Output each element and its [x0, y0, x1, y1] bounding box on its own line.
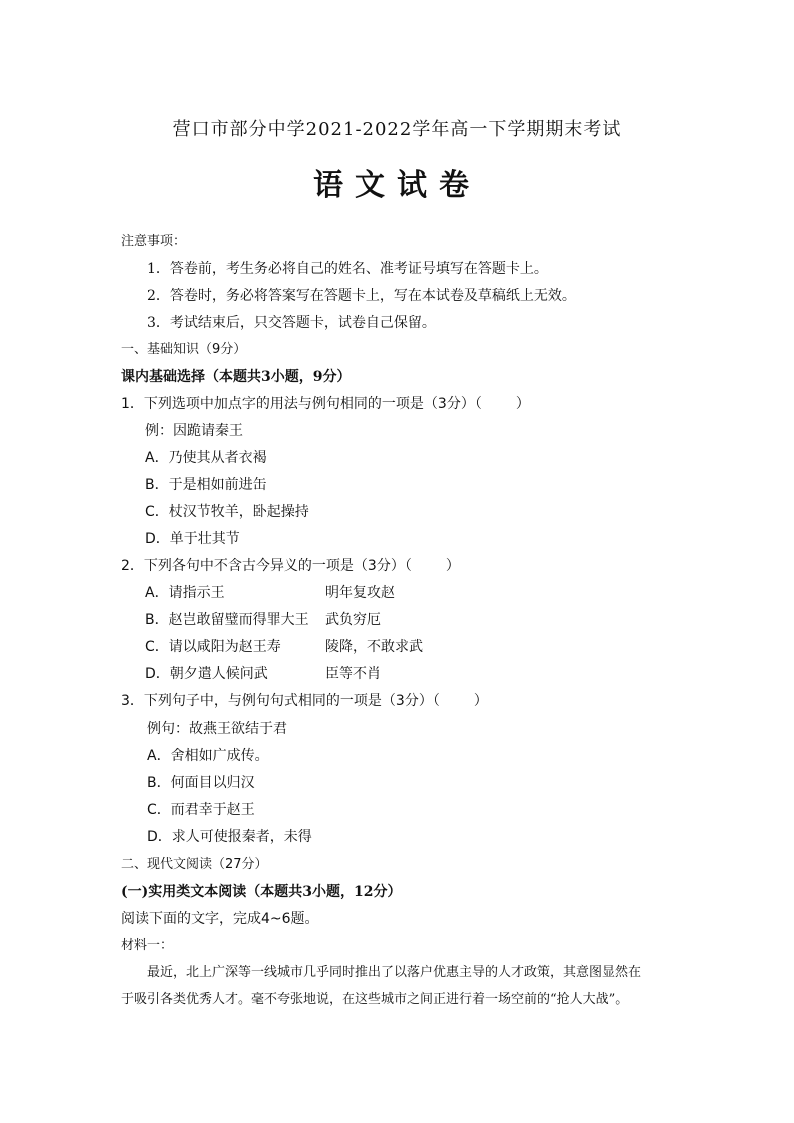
passage-line-1: 最近，北上广深等一线城市几乎同时推出了以落户优惠主导的人才政策，其意图显然在: [147, 965, 642, 980]
answer-paren-close: ）: [445, 558, 460, 574]
question-1-stem: [121, 395, 530, 413]
question-stem-text: 1．下列选项中加点字的用法与例句相同的一项是（3分）（: [121, 396, 482, 412]
notice-item: 3．考试结束后，只交答题卡，试卷自己保留。: [147, 315, 436, 331]
question-2-option-a-right: 明年复攻赵: [325, 585, 395, 601]
question-1-option-a: A．乃使其从者衣褐: [145, 450, 267, 466]
material-label: 材料一：: [121, 938, 174, 953]
question-2-option-b-right: 武负穷厄: [325, 612, 381, 628]
section1-heading: 一、基础知识（9分）: [121, 342, 247, 357]
question-stem-text: 3．下列句子中，与例句句式相同的一项是（3分）（: [121, 693, 440, 709]
section1-subheading: 课内基础选择（本题共3小题，9分）: [121, 369, 351, 385]
question-2-option-d-left: D．朝夕遣人候问武: [145, 666, 268, 682]
subject-title: 语文试卷: [313, 168, 481, 203]
answer-paren-close: ）: [515, 396, 530, 412]
question-3-option-d: D．求人可使报秦者，未得: [147, 829, 312, 845]
question-2-option-c-right: 陵降，不敢求武: [325, 639, 423, 655]
notice-item: 1．答卷前，考生务必将自己的姓名、准考证号填写在答题卡上。: [147, 261, 548, 277]
notice-item: 2．答卷时，务必将答案写在答题卡上，写在本试卷及草稿纸上无效。: [147, 288, 576, 304]
question-2-option-c-left: C．请以咸阳为赵王寿: [145, 639, 281, 655]
section2-subheading: (一)实用类文本阅读（本题共3小题，12分）: [121, 884, 402, 900]
question-1-option-c: C．杖汉节牧羊，卧起操持: [145, 504, 309, 520]
reading-instruction: 阅读下面的文字，完成4~6题。: [121, 911, 319, 927]
question-3-option-a: A．舍相如广成传。: [147, 748, 269, 764]
question-3-stem: [121, 692, 488, 710]
passage-line-2: 于吸引各类优秀人才。毫不夸张地说，在这些城市之间正进行着一场空前的“抢人大战”。: [121, 992, 629, 1007]
question-2-stem: [121, 557, 460, 575]
question-2-option-b-left: B．赵岂敢留璧而得罪大王: [145, 612, 309, 628]
exam-title: 营口市部分中学2021-2022学年高一下学期期末考试: [172, 119, 622, 140]
question-1-example: 例：因跪请秦王: [145, 423, 243, 439]
answer-paren-close: ）: [473, 693, 488, 709]
question-1-option-b: B．于是相如前进缶: [145, 477, 267, 493]
question-2-option-d-right: 臣等不肖: [325, 666, 381, 682]
question-3-option-b: B．何面目以归汉: [147, 775, 255, 791]
question-3-example: 例句：故燕王欲结于君: [147, 721, 287, 737]
question-2-option-a-left: A．请指示王: [145, 585, 225, 601]
question-stem-text: 2．下列各句中不含古今异义的一项是（3分）（: [121, 558, 412, 574]
notice-heading: 注意事项：: [121, 234, 187, 249]
section2-heading: 二、现代文阅读（27分）: [121, 857, 268, 872]
question-3-option-c: C．而君幸于赵王: [147, 802, 255, 818]
question-1-option-d: D．单于壮其节: [145, 531, 240, 547]
